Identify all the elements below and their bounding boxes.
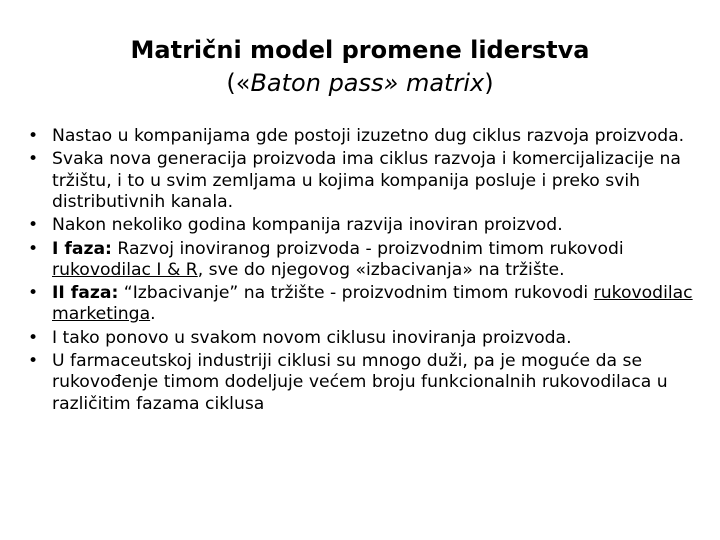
bullet-item-1: [28, 126, 698, 147]
bullet-item-3: [28, 215, 698, 236]
subtitle-open: («: [226, 69, 251, 97]
bullet-item-6: [28, 328, 698, 349]
role-underlined: rukovodilac I & R: [52, 259, 198, 280]
bullet-text: Nastao u kompanijama gde postoji izuzetno dug ciklus razvoja proizvoda.: [52, 126, 685, 146]
bullet-dot: •: [28, 126, 39, 146]
bullet-dot: •: [28, 149, 39, 170]
bullet-text: Nakon nekoliko godina kompanija razvija inoviran proizvod.: [52, 215, 563, 236]
role-underlined: rukovodilac marketinga: [52, 283, 693, 325]
subtitle-italic: Baton pass» matrix: [250, 69, 485, 97]
bullet-text: Svaka nova generacija proizvoda ima ciklus razvoja i komercijalizacije na tržištu, i to u svim zemljama u kojima kompanija posluje i preko svih distributivnih kanala.: [52, 149, 681, 212]
title-main: Matrični model promene liderstva: [130, 36, 590, 64]
phase-label: II faza:: [52, 283, 119, 304]
bullet-dot: •: [28, 351, 39, 372]
bullet-dot: •: [28, 215, 39, 236]
bullet-text-tail: .: [150, 304, 156, 325]
slide-title: [0, 34, 720, 100]
subtitle-close: ): [484, 69, 494, 97]
bullet-text-tail: , sve do njegovog «izbacivanja» na tržište.: [197, 259, 565, 280]
phase-label: I faza:: [52, 238, 112, 259]
bullet-text: “Izbacivanje” na tržište - proizvodnim timom rukovodi: [118, 283, 594, 304]
bullet-text: I tako ponovo u svakom novom ciklusu inoviranja proizvoda.: [52, 327, 572, 348]
bullet-text: U farmaceutskoj industriji ciklusi su mnogo duži, pa je moguće da se rukovođenje timom dodeljuje većem broju funkcionalnih rukovodilaca u različitim fazama ciklusa: [52, 351, 668, 414]
bullet-list: [28, 126, 698, 417]
bullet-item-4: [28, 239, 698, 281]
bullet-item-5: [28, 283, 698, 325]
bullet-item-2: [28, 149, 698, 213]
bullet-item-7: [28, 351, 698, 415]
bullet-dot: •: [28, 238, 39, 259]
bullet-text: Razvoj inoviranog proizvoda - proizvodnim timom rukovodi: [111, 238, 624, 259]
title-subtitle: [0, 67, 720, 100]
bullet-dot: •: [28, 283, 39, 304]
bullet-dot: •: [28, 327, 39, 348]
